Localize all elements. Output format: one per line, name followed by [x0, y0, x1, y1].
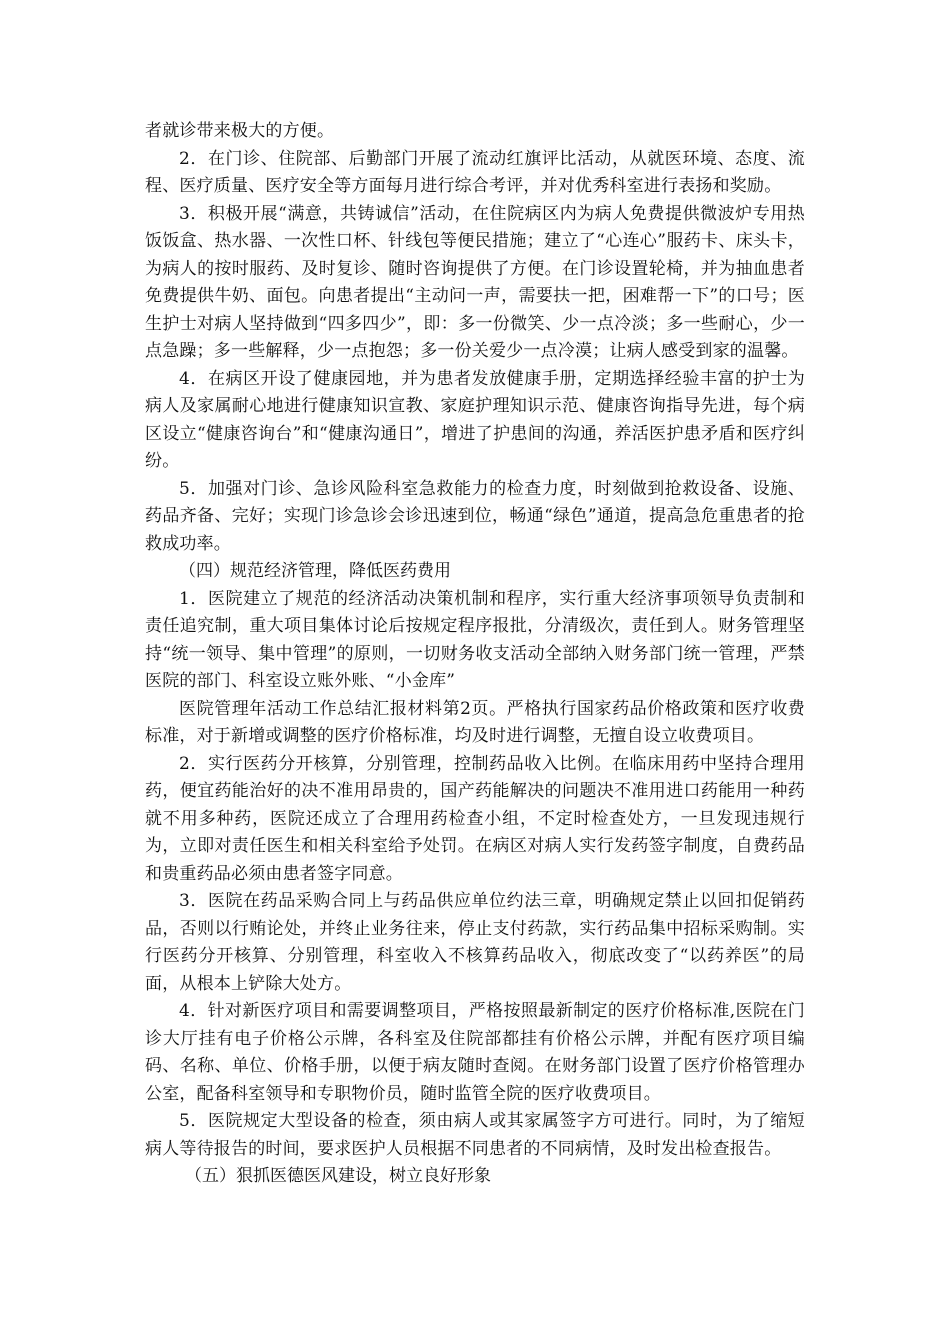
document-body [145, 118, 805, 1191]
paragraph-item-5: 5．医院规定大型设备的检查，须由病人或其家属签字方可进行。同时，为了缩短病人等待报告的时间，要求医护人员根据不同患者的不同病情，及时发出检查报告。 [145, 1111, 805, 1159]
paragraph-item-2: 2．在门诊、住院部、后勤部门开展了流动红旗评比活动，从就医环境、态度、流程、医疗质量、医疗安全等方面每月进行综合考评，并对优秀科室进行表扬和奖励。 [145, 148, 805, 196]
paragraph-item-4: 4．针对新医疗项目和需要调整项目，严格按照最新制定的医疗价格标准,医院在门诊大厅挂有电子价格公示牌，各科室及住院部都挂有价格公示牌，并配有医疗项目编码、名称、单位、价格手册，以便于病友随时查阅。在财务部门设置了医疗价格管理办公室，配备科室领导和专职物价员，随时监管全院的医疗收费项目。 [145, 1001, 805, 1104]
paragraph-item-5: 5．加强对门诊、急诊风险科室急救能力的检查力度，时刻做到抢救设备、设施、药品齐备、完好；实现门诊急诊会诊迅速到位，畅通“绿色”通道，提高急危重患者的抢救成功率。 [145, 478, 805, 554]
section-heading-5: （五）狠抓医德医风建设，树立良好形象 [185, 1166, 491, 1186]
paragraph-item-3: 3．医院在药品采购合同上与药品供应单位约法三章，明确规定禁止以回扣促销药品，否则以行贿论处，并终止业务往来，停止支付药款，实行药品集中招标采购制。实行医药分开核算、分别管理，科室收入不核算药品收入，彻底改变了“以药养医”的局面，从根本上铲除大处方。 [145, 891, 805, 994]
section-heading-4: （四）规范经济管理，降低医药费用 [179, 561, 451, 581]
paragraph-item-3: 3．积极开展“满意，共铸诚信”活动，在住院病区内为病人免费提供微波炉专用热饭饭盒、热水器、一次性口杯、针线包等便民措施；建立了“心连心”服药卡、床头卡，为病人的按时服药、及时复诊、随时咨询提供了方便。在门诊设置轮椅，并为抽血患者免费提供牛奶、面包。向患者提出“主动问一声，需要扶一把，困难帮一下”的口号；医生护士对病人坚持做到“四多四少”，即：多一份微笑、少一点冷淡；多一些耐心，少一点急躁；多一些解释，少一点抱怨；多一份关爱少一点冷漠；让病人感受到家的温馨。 [145, 203, 805, 361]
paragraph-item-4: 4．在病区开设了健康园地，并为患者发放健康手册，定期选择经验丰富的护士为病人及家属耐心地进行健康知识宣教、家庭护理知识示范、健康咨询指导先进，每个病区设立“健康咨询台”和“健康沟通日”，增进了护患间的沟通，养活医护患矛盾和医疗纠纷。 [145, 368, 805, 471]
paragraph-continuation: 医院管理年活动工作总结汇报材料第2页。严格执行国家药品价格政策和医疗收费标准，对于新增或调整的医疗价格标准，均及时进行调整，无擅自设立收费项目。 [145, 698, 805, 746]
paragraph-item-1: 1．医院建立了规范的经济活动决策机制和程序，实行重大经济事项领导负责制和责任追究制，重大项目集体讨论后按规定程序报批，分清级次，责任到人。财务管理坚持“统一领导、集中管理”的原则，一切财务收支活动全部纳入财务部门统一管理，严禁医院的部门、科室设立账外账、“小金库” [145, 588, 805, 691]
paragraph: 者就诊带来极大的方便。 [145, 121, 335, 141]
paragraph-item-2: 2．实行医药分开核算，分别管理，控制药品收入比例。在临床用药中坚持合理用药，便宜药能治好的决不准用昂贵的，国产药能解决的问题决不准用进口药能用一种药就不用多种药，医院还成立了合理用药检查小组，不定时检查处方，一旦发现违规行为，立即对责任医生和相关科室给予处罚。在病区对病人实行发药签字制度，自费药品和贵重药品必须由患者签字同意。 [145, 753, 805, 884]
